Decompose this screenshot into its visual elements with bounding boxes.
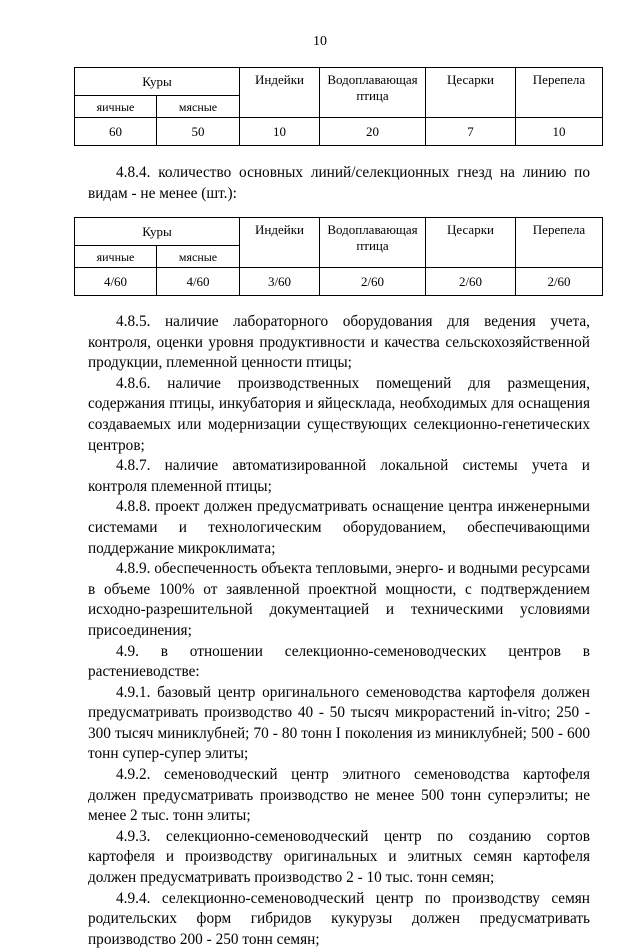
paragraph-4-9-3: 4.9.3. селекционно-семеноводческий центр по созданию сортов картофеля и производству оригинальных и элитных семян картофеля должен предусматривать производство 2 - 10 тыс. тонн семян; bbox=[88, 827, 590, 887]
paragraph-4-9-1: 4.9.1. базовый центр оригинального семеноводства картофеля должен предусматривать производство 40 - 50 тысяч микрорастений in-vitro; 250 - 300 тысяч миниклубней; 70 - 80 тонн I поколения из миниклубней; 500 - 600 тонн супер-супер элиты; bbox=[88, 683, 590, 763]
page-number: 10 bbox=[313, 34, 327, 49]
body-text bbox=[88, 312, 590, 950]
table-cell: 2/60 bbox=[320, 268, 426, 296]
header-kury: Куры bbox=[75, 218, 240, 246]
paragraph-4-8-8: 4.8.8. проект должен предусматривать оснащение центра инженерными системами и технологическим оборудованием, обеспечивающими поддержание микроклимата; bbox=[88, 498, 590, 557]
header-vodoplav: Водоплавающая птица bbox=[320, 68, 426, 118]
table-cell: 2/60 bbox=[426, 268, 516, 296]
table-cell: 60 bbox=[75, 118, 157, 146]
header-kury: Куры bbox=[75, 68, 240, 96]
table-cell: 3/60 bbox=[240, 268, 320, 296]
paragraph-4-8-4 bbox=[88, 163, 590, 204]
paragraph-4-9-2: 4.9.2. семеноводческий центр элитного семеноводства картофеля должен предусматривать производство не менее 500 тонн суперэлиты; не менее 2 тыс. тонн элиты; bbox=[88, 766, 590, 825]
header-tsesarki: Цесарки bbox=[426, 218, 516, 268]
paragraph-4-8-9: 4.8.9. обеспеченность объекта тепловыми, энерго- и водными ресурсами в объеме 100% от заявленной проектной мощности, с подтверждением исходно-разрешительной документацией и техническими условиями присоединения; bbox=[88, 560, 590, 639]
header-vodoplav: Водоплавающая птица bbox=[320, 218, 426, 268]
paragraph-line: видам - не менее (шт.): bbox=[88, 184, 237, 202]
poultry-table-2 bbox=[74, 217, 603, 296]
table-cell: 10 bbox=[516, 118, 603, 146]
header-myasnye: мясные bbox=[157, 96, 240, 118]
header-yaichnye: яичные bbox=[75, 246, 157, 268]
paragraph-4-9: 4.9. в отношении селекционно-семеноводческих центров в растениеводстве: bbox=[88, 642, 590, 681]
paragraph-4-9-4: 4.9.4. селекционно-семеноводческий центр по производству семян родительских форм гибридов кукурузы должен предусматривать производство 200 - 250 тонн семян; bbox=[88, 889, 590, 948]
table-cell: 50 bbox=[157, 118, 240, 146]
header-perepela: Перепела bbox=[516, 68, 603, 118]
paragraph-4-8-5: 4.8.5. наличие лабораторного оборудования для ведения учета, контроля, оценки уровня продуктивности и качества сельскохозяйственной продукции, племенной ценности птицы; bbox=[88, 313, 590, 372]
table-cell: 7 bbox=[426, 118, 516, 146]
table-cell: 2/60 bbox=[516, 268, 603, 296]
header-perepela: Перепела bbox=[516, 218, 603, 268]
table-cell: 4/60 bbox=[75, 268, 157, 296]
table-cell: 20 bbox=[320, 118, 426, 146]
paragraph-line: 4.8.4. количество основных линий/селекционных гнезд на линию по bbox=[116, 164, 590, 181]
table-cell: 10 bbox=[240, 118, 320, 146]
table-cell: 4/60 bbox=[157, 268, 240, 296]
header-indeyki: Индейки bbox=[240, 68, 320, 118]
header-myasnye: мясные bbox=[157, 246, 240, 268]
poultry-table-1 bbox=[74, 67, 603, 146]
header-yaichnye: яичные bbox=[75, 96, 157, 118]
header-tsesarki: Цесарки bbox=[426, 68, 516, 118]
paragraph-4-8-7: 4.8.7. наличие автоматизированной локальной системы учета и контроля племенной птицы; bbox=[88, 457, 590, 495]
header-indeyki: Индейки bbox=[240, 218, 320, 268]
paragraph-4-8-6: 4.8.6. наличие производственных помещений для размещения, содержания птицы, инкубатория и яйцесклада, необходимых для оснащения создаваемых или модернизации существующих селекционно-генетических центров; bbox=[88, 374, 590, 454]
